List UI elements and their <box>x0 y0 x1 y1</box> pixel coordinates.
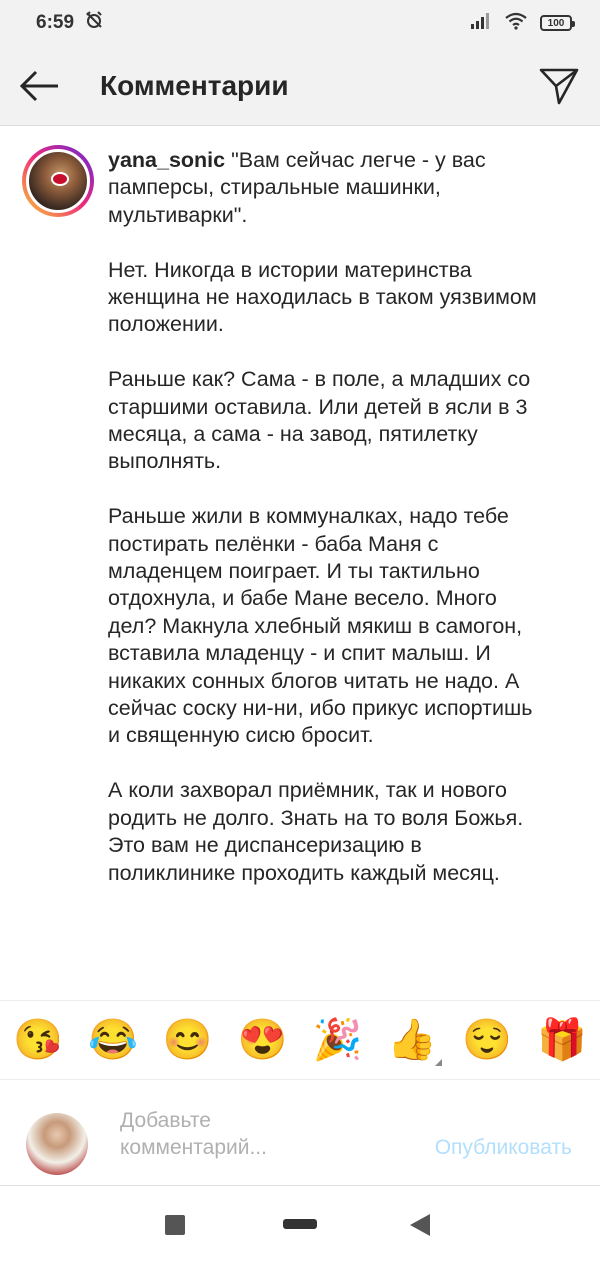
system-nav-bar <box>0 1186 600 1265</box>
emoji-party-popper[interactable]: 🎉 <box>312 1018 363 1062</box>
commenter-avatar[interactable] <box>22 145 94 217</box>
comment-paragraph: Раньше жили в коммуналках, надо тебе постирать пелёнки - баба Маня с младенцем поиграет. И ты тактильно отдохнула, и бабе Мане весело. Много дел? Макнула хлебный мякиш в самогон, вставила младенцу - и спит малыш. И никаких сонных блогов читать не надо. А сейчас соску ни-ни, ибо прикус испортишь и священную сисю бросит. <box>108 504 533 748</box>
emoji-heart-eyes[interactable]: 😍 <box>237 1018 288 1062</box>
emoji-thumbs-up[interactable] <box>386 1018 438 1062</box>
status-time: 6:59 <box>36 12 75 33</box>
avatar-image <box>26 149 90 213</box>
comment-composer <box>0 1081 600 1186</box>
comment-body <box>108 147 548 914</box>
comment-username[interactable]: yana_sonic <box>108 148 226 172</box>
comment-paragraph: Раньше как? Сама - в поле, а младших со старшими оставила. Или детей в ясли в 3 месяца, а сама - на завод, пятилетку выполнять. <box>108 367 531 474</box>
emoji-thumbs-up-glyph: 👍 <box>387 1018 438 1062</box>
home-icon[interactable] <box>283 1219 317 1229</box>
emoji-smile[interactable]: 😊 <box>162 1018 213 1062</box>
own-avatar <box>26 1113 88 1175</box>
comment-quote: "Вам сейчас легче - у вас памперсы, стиральные машинки, мультиварки". <box>108 148 486 227</box>
app-header <box>0 46 600 126</box>
back-arrow-icon[interactable] <box>18 66 62 106</box>
status-left <box>36 10 104 36</box>
emoji-tears-of-joy[interactable]: 😂 <box>87 1018 138 1062</box>
recent-apps-icon[interactable] <box>165 1215 185 1235</box>
comment-paragraph: А коли захворал приёмник, так и нового родить не долго. Знать на то воля Божья. Это вам не диспансеризацию в поликлинике проходить каждый месяц. <box>108 778 524 885</box>
wifi-icon <box>504 12 528 35</box>
comment-paragraph: Нет. Никогда в истории материнства женщина не находилась в таком уязвимом положении. <box>108 257 537 337</box>
status-bar <box>0 0 600 46</box>
publish-button[interactable]: Опубликовать <box>434 1136 572 1159</box>
signal-icon <box>470 12 492 35</box>
comment-first-paragraph <box>108 147 548 229</box>
alarm-off-icon <box>84 10 104 36</box>
emoji-relieved[interactable]: 😌 <box>462 1018 512 1062</box>
emoji-bar <box>0 1000 600 1080</box>
emoji-kiss[interactable]: 😘 <box>13 1018 63 1062</box>
comment <box>0 127 600 997</box>
back-icon[interactable] <box>410 1214 430 1236</box>
comment-input[interactable] <box>120 1107 360 1167</box>
emoji-gift[interactable]: 🎁 <box>537 1018 587 1062</box>
direct-send-icon[interactable] <box>538 66 580 106</box>
battery-icon: 100 <box>540 15 572 31</box>
skin-tone-corner-icon <box>435 1059 442 1066</box>
page-title: Комментарии <box>100 70 289 101</box>
status-right <box>470 12 572 35</box>
